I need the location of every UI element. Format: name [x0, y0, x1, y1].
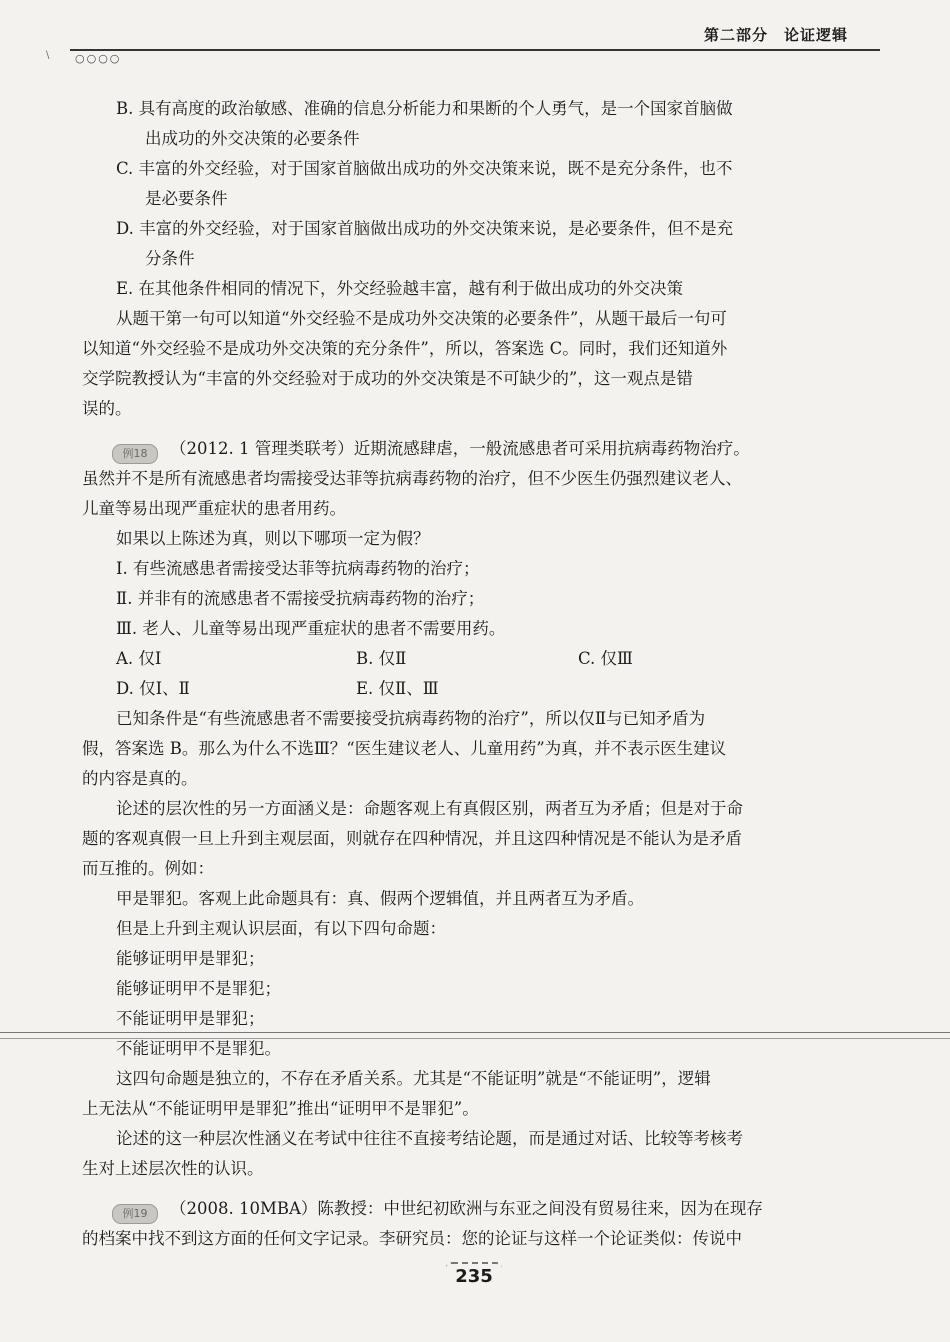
- text-line: 假，答案选 B。那么为什么不选Ⅲ？“医生建议老人、儿童用药”为真，并不表示医生建议: [82, 739, 727, 758]
- text-line: 生对上述层次性的认识。: [82, 1159, 264, 1178]
- example-sentences: [82, 884, 862, 944]
- text-line: 而互推的。例如：: [82, 859, 214, 878]
- text-line: 题的客观真假一旦上升到主观层面，则就存在四种情况，并且这四种情况是不能认为是矛盾: [82, 829, 742, 848]
- proposition-item: 能够证明甲不是罪犯；: [116, 979, 281, 998]
- choice-b: B. 仅Ⅱ: [356, 649, 407, 668]
- scan-artifact-line: [0, 1038, 950, 1039]
- statement-1: Ⅰ. 有些流感患者需接受达菲等抗病毒药物的治疗；: [116, 559, 480, 578]
- example-18: [82, 434, 862, 704]
- text-line: [82, 1194, 862, 1224]
- proposition-item: 不能证明甲不是罪犯。: [116, 1039, 281, 1058]
- explanation-paragraph: [82, 1064, 862, 1124]
- text-line: 误的。: [82, 399, 132, 418]
- choice-e: E. 仅Ⅱ、Ⅲ: [356, 679, 439, 698]
- scan-artifact-line: [0, 1032, 950, 1033]
- text-line: 以知道“外交经验不是成功外交决策的充分条件”，所以，答案选 C。同时，我们还知道外: [82, 339, 728, 358]
- explanation-paragraph: [82, 304, 862, 424]
- explanation-paragraph: [82, 794, 862, 884]
- text-line: 论述的这一种层次性涵义在考试中往往不直接考结论题，而是通过对话、比较等考核考: [116, 1129, 743, 1148]
- proposition-item: 能够证明甲是罪犯；: [116, 949, 265, 968]
- text-line: 的档案中找不到这方面的任何文字记录。李研究员：您的论证与这样一个论证类似：传说中: [82, 1229, 742, 1248]
- choices-row-2: [82, 674, 862, 704]
- option-d: [82, 214, 862, 274]
- statement-3: Ⅲ. 老人、儿童等易出现严重症状的患者不需要用药。: [116, 619, 506, 638]
- option-b: [82, 94, 862, 154]
- proposition-item: 不能证明甲是罪犯；: [116, 1009, 265, 1028]
- choice-c: C. 仅Ⅲ: [578, 649, 633, 668]
- example-badge: 例18: [112, 444, 158, 464]
- scan-mark: \: [46, 50, 50, 61]
- text-line: 虽然并不是所有流感患者均需接受达菲等抗病毒药物的治疗，但不少医生仍强烈建议老人、: [82, 469, 742, 488]
- text-line: 的内容是真的。: [82, 769, 198, 788]
- page-body: [82, 94, 862, 1254]
- example-lead: （2012. 1 管理类联考）近期流感肆虐，一般流感患者可采用抗病毒药物治疗。: [170, 439, 750, 458]
- option-line: 是必要条件: [145, 189, 228, 208]
- example-badge: 例19: [112, 1204, 158, 1224]
- option-c: [82, 154, 862, 214]
- text-line: 交学院教授认为“丰富的外交经验对于成功的外交决策是不可缺少的”，这一观点是错: [82, 369, 693, 388]
- statement-2: Ⅱ. 并非有的流感患者不需接受抗病毒药物的治疗；: [116, 589, 485, 608]
- text-line: 上无法从“不能证明甲是罪犯”推出“证明甲不是罪犯”。: [82, 1099, 479, 1118]
- header-dots-decoration: ○○○○: [75, 52, 122, 65]
- option-line: C. 丰富的外交经验，对于国家首脑做出成功的外交决策来说，既不是充分条件，也不: [116, 159, 733, 178]
- option-line: 分条件: [145, 249, 195, 268]
- page-header: [0, 0, 950, 65]
- text-line: 从题干第一句可以知道“外交经验不是成功外交决策的必要条件”，从题干最后一句可: [116, 309, 727, 328]
- choices-row-1: [82, 644, 862, 674]
- text-line: 这四句命题是独立的，不存在矛盾关系。尤其是“不能证明”就是“不能证明”，逻辑: [116, 1069, 711, 1088]
- example-lead: （2008. 10MBA）陈教授：中世纪初欧洲与东亚之间没有贸易往来，因为在现存: [170, 1199, 763, 1218]
- option-e: [82, 274, 862, 304]
- text-line: 甲是罪犯。客观上此命题具有：真、假两个逻辑值，并且两者互为矛盾。: [116, 889, 644, 908]
- proposition-list: [82, 944, 862, 1064]
- option-line: B. 具有高度的政治敏感、准确的信息分析能力和果断的个人勇气，是一个国家首脑做: [116, 99, 733, 118]
- choice-d: D. 仅Ⅰ、Ⅱ: [116, 679, 190, 698]
- text-line: 但是上升到主观认识层面，有以下四句命题：: [116, 919, 446, 938]
- explanation-paragraph: [82, 1124, 862, 1184]
- choice-a: A. 仅Ⅰ: [116, 649, 162, 668]
- text-line: 已知条件是“有些流感患者不需要接受抗病毒药物的治疗”，所以仅Ⅱ与已知矛盾为: [116, 709, 706, 728]
- page-number: 235: [446, 1262, 502, 1290]
- question-text: 如果以上陈述为真，则以下哪项一定为假？: [116, 529, 430, 548]
- header-rule: [70, 49, 880, 51]
- explanation-paragraph: [82, 704, 862, 794]
- option-line: 出成功的外交决策的必要条件: [145, 129, 360, 148]
- text-line: 论述的层次性的另一方面涵义是：命题客观上有真假区别，两者互为矛盾；但是对于命: [116, 799, 743, 818]
- text-line: 儿童等易出现严重症状的患者用药。: [82, 499, 346, 518]
- text-line: [82, 434, 862, 464]
- section-title: 第二部分 论证逻辑: [703, 26, 848, 44]
- example-19: [82, 1194, 862, 1254]
- option-line: D. 丰富的外交经验，对于国家首脑做出成功的外交决策来说，是必要条件，但不是充: [116, 219, 734, 238]
- option-line: E. 在其他条件相同的情况下，外交经验越丰富，越有利于做出成功的外交决策: [116, 279, 684, 298]
